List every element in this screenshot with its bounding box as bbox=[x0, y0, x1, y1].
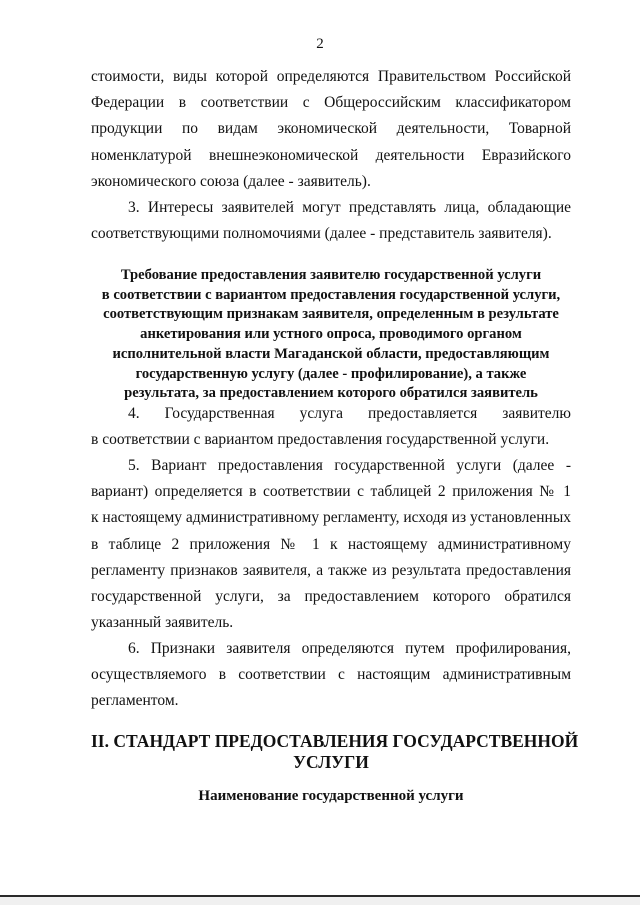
paragraph-clause-4 bbox=[91, 401, 571, 453]
heading-line: в соответствии с вариантом предоставления государственной услуги, bbox=[101, 286, 561, 303]
text-line: в таблице 2 приложения № 1 к настоящему административному bbox=[91, 535, 571, 553]
paragraph-clause-5 bbox=[91, 453, 571, 636]
text-line: указанный заявитель. bbox=[91, 614, 234, 632]
paragraph-clause-3 bbox=[91, 195, 571, 247]
scan-bottom-band bbox=[0, 897, 640, 905]
text-line: Федерации в соответствии с Общероссийским классификатором bbox=[91, 94, 571, 112]
text-line: экономического союза (далее - заявитель). bbox=[91, 172, 371, 190]
section-title-line: УСЛУГИ bbox=[293, 752, 369, 772]
section-title bbox=[91, 731, 579, 773]
text-line: осуществляемого в соответствии с настоящим административным bbox=[91, 666, 571, 684]
heading-line: государственную услугу (далее - профилирование), а также bbox=[135, 365, 527, 382]
section-title-line: II. СТАНДАРТ ПРЕДОСТАВЛЕНИЯ ГОСУДАРСТВЕННОЙ bbox=[91, 731, 579, 751]
text-line: регламенту признаков заявителя, а также из результата предоставления bbox=[91, 561, 571, 579]
subheading-service-name bbox=[91, 786, 571, 806]
text-line: вариант) определяется в соответствии с таблицей 2 приложения № 1 bbox=[91, 483, 571, 501]
text-line: регламентом. bbox=[91, 692, 179, 710]
text-line: продукции по видам экономической деятельности, Товарной bbox=[91, 120, 571, 138]
text-line: к настоящему административному регламенту, исходя из установленных bbox=[91, 509, 571, 527]
text-line: номенклатурой внешнеэкономической деятельности Евразийского bbox=[91, 146, 571, 164]
paragraph-clause-6 bbox=[91, 636, 571, 715]
requirement-heading bbox=[91, 266, 571, 404]
text-line: стоимости, виды которой определяются Правительством Российской bbox=[91, 68, 571, 85]
heading-line: Требование предоставления заявителю государственной услуги bbox=[120, 267, 542, 283]
heading-line: анкетирования или устного опроса, проводимого органом bbox=[140, 326, 522, 343]
text-line: 5. Вариант предоставления государственной услуги (далее - bbox=[128, 457, 571, 474]
paragraph-applicant-definition bbox=[91, 64, 571, 195]
heading-line: результата, за предоставлением которого обратился заявитель bbox=[124, 385, 538, 402]
text-line: 4. Государственная услуга предоставляется заявителю bbox=[128, 405, 571, 422]
text-line: государственной услуги, за предоставлением которого обратился bbox=[91, 587, 571, 605]
text-line: 6. Признаки заявителя определяются путем профилирования, bbox=[128, 640, 571, 657]
subheading-text: Наименование государственной услуги bbox=[198, 788, 464, 804]
text-line: соответствующими полномочиями (далее - представитель заявителя). bbox=[91, 225, 552, 243]
page-number: 2 bbox=[316, 36, 324, 52]
heading-line: соответствующим признакам заявителя, определенным в результате bbox=[103, 306, 559, 323]
text-line: в соответствии с вариантом предоставления государственной услуги. bbox=[91, 431, 550, 449]
heading-line: исполнительной власти Магаданской области, предоставляющим bbox=[112, 345, 550, 362]
text-line: 3. Интересы заявителей могут представлять лица, обладающие bbox=[128, 199, 571, 216]
